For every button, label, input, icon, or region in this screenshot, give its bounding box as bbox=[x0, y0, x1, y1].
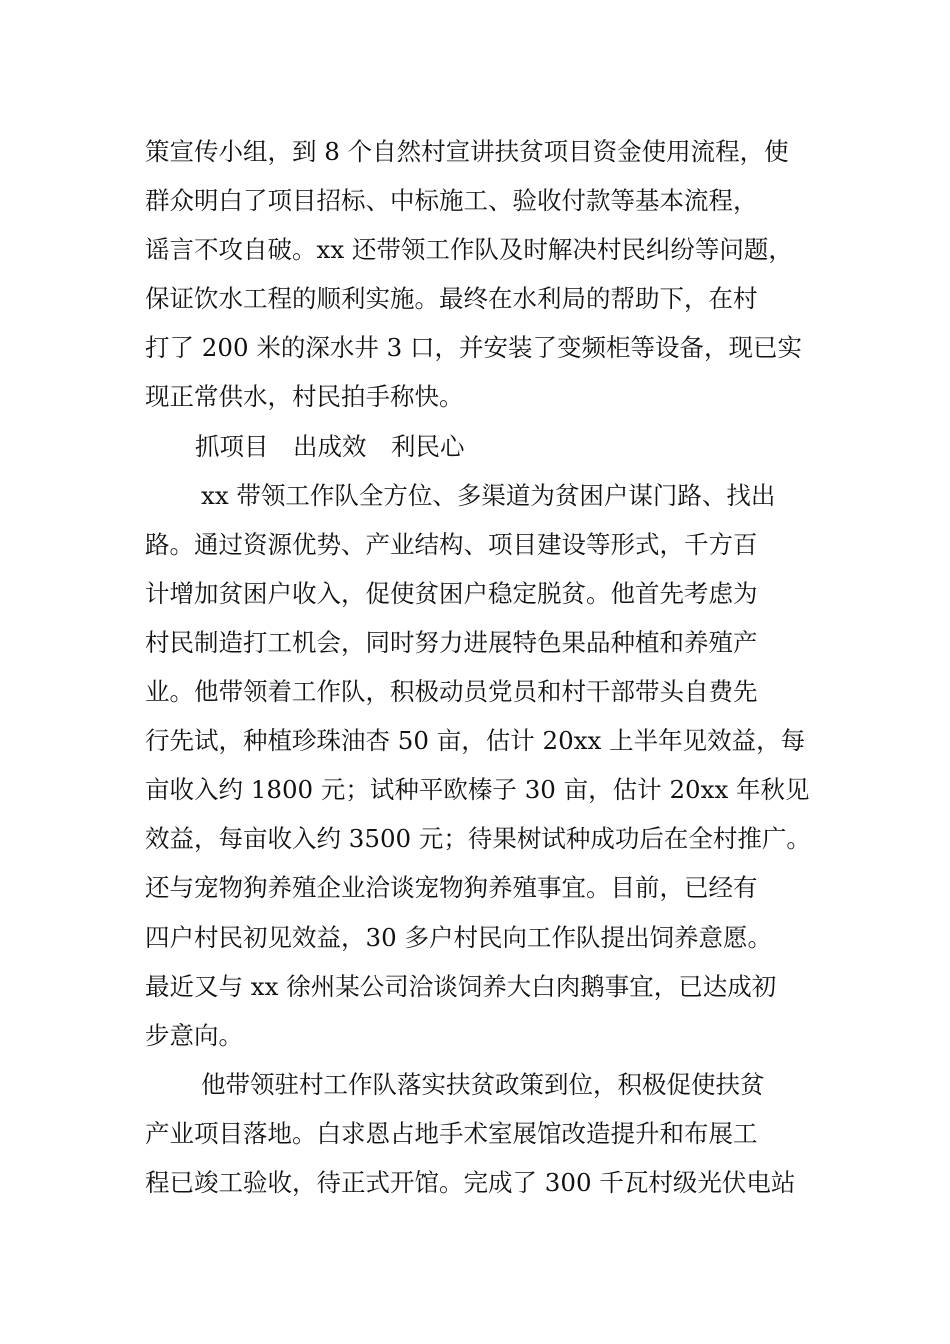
text-line: 计增加贫困户收入，促使贫困户稳定脱贫。他首先考虑为 bbox=[145, 578, 758, 608]
text-line: 程已竣工验收，待正式开馆。完成了 300 千瓦村级光伏电站 bbox=[145, 1167, 796, 1197]
text-line: 策宣传小组，到 8 个自然村宣讲扶贫项目资金使用流程，使 bbox=[145, 137, 789, 166]
text-line: 业。他带领着工作队，积极动员党员和村干部带头自费先 bbox=[145, 677, 758, 707]
text-line: 效益，每亩收入约 3500 元；待果树试种成功后在全村推广。 bbox=[145, 824, 811, 854]
text-line: 现正常供水，村民拍手称快。 bbox=[145, 382, 464, 412]
document-body bbox=[145, 127, 825, 1207]
text-line: 他带领驻村工作队落实扶贫政策到位，积极促使扶贫 bbox=[201, 1069, 765, 1099]
text-line: xx 带领工作队全方位、多渠道为贫困户谋门路、找出 bbox=[201, 480, 776, 510]
text-line: 保证饮水工程的顺利实施。最终在水利局的帮助下，在村 bbox=[145, 284, 758, 314]
text-line: 群众明白了项目招标、中标施工、验收付款等基本流程， bbox=[145, 186, 758, 216]
text-line: 产业项目落地。白求恩占地手术室展馆改造提升和布展工 bbox=[145, 1118, 758, 1148]
text-line: 步意向。 bbox=[145, 1020, 243, 1050]
text-line: 谣言不攻自破。xx 还带领工作队及时解决村民纠纷等问题， bbox=[145, 235, 793, 265]
text-line: 还与宠物狗养殖企业洽谈宠物狗养殖事宜。目前，已经有 bbox=[145, 873, 758, 903]
text-line: 最近又与 xx 徐州某公司洽谈饲养大白肉鹅事宜，已达成初 bbox=[145, 971, 777, 1001]
text-line: 亩收入约 1800 元；试种平欧榛子 30 亩，估计 20xx 年秋见 bbox=[145, 775, 810, 805]
text-line: 打了 200 米的深水井 3 口，并安装了变频柜等设备，现已实 bbox=[145, 333, 802, 363]
section-heading: 抓项目 出成效 利民心 bbox=[195, 431, 465, 461]
text-line: 四户村民初见效益，30 多户村民向工作队提出饲养意愿。 bbox=[145, 922, 772, 952]
text-line: 路。通过资源优势、产业结构、项目建设等形式，千方百 bbox=[145, 529, 758, 559]
text-line: 村民制造打工机会，同时努力进展特色果品种植和养殖产 bbox=[145, 627, 758, 657]
text-line: 行先试，种植珍珠油杏 50 亩，估计 20xx 上半年见效益，每 bbox=[145, 726, 806, 756]
